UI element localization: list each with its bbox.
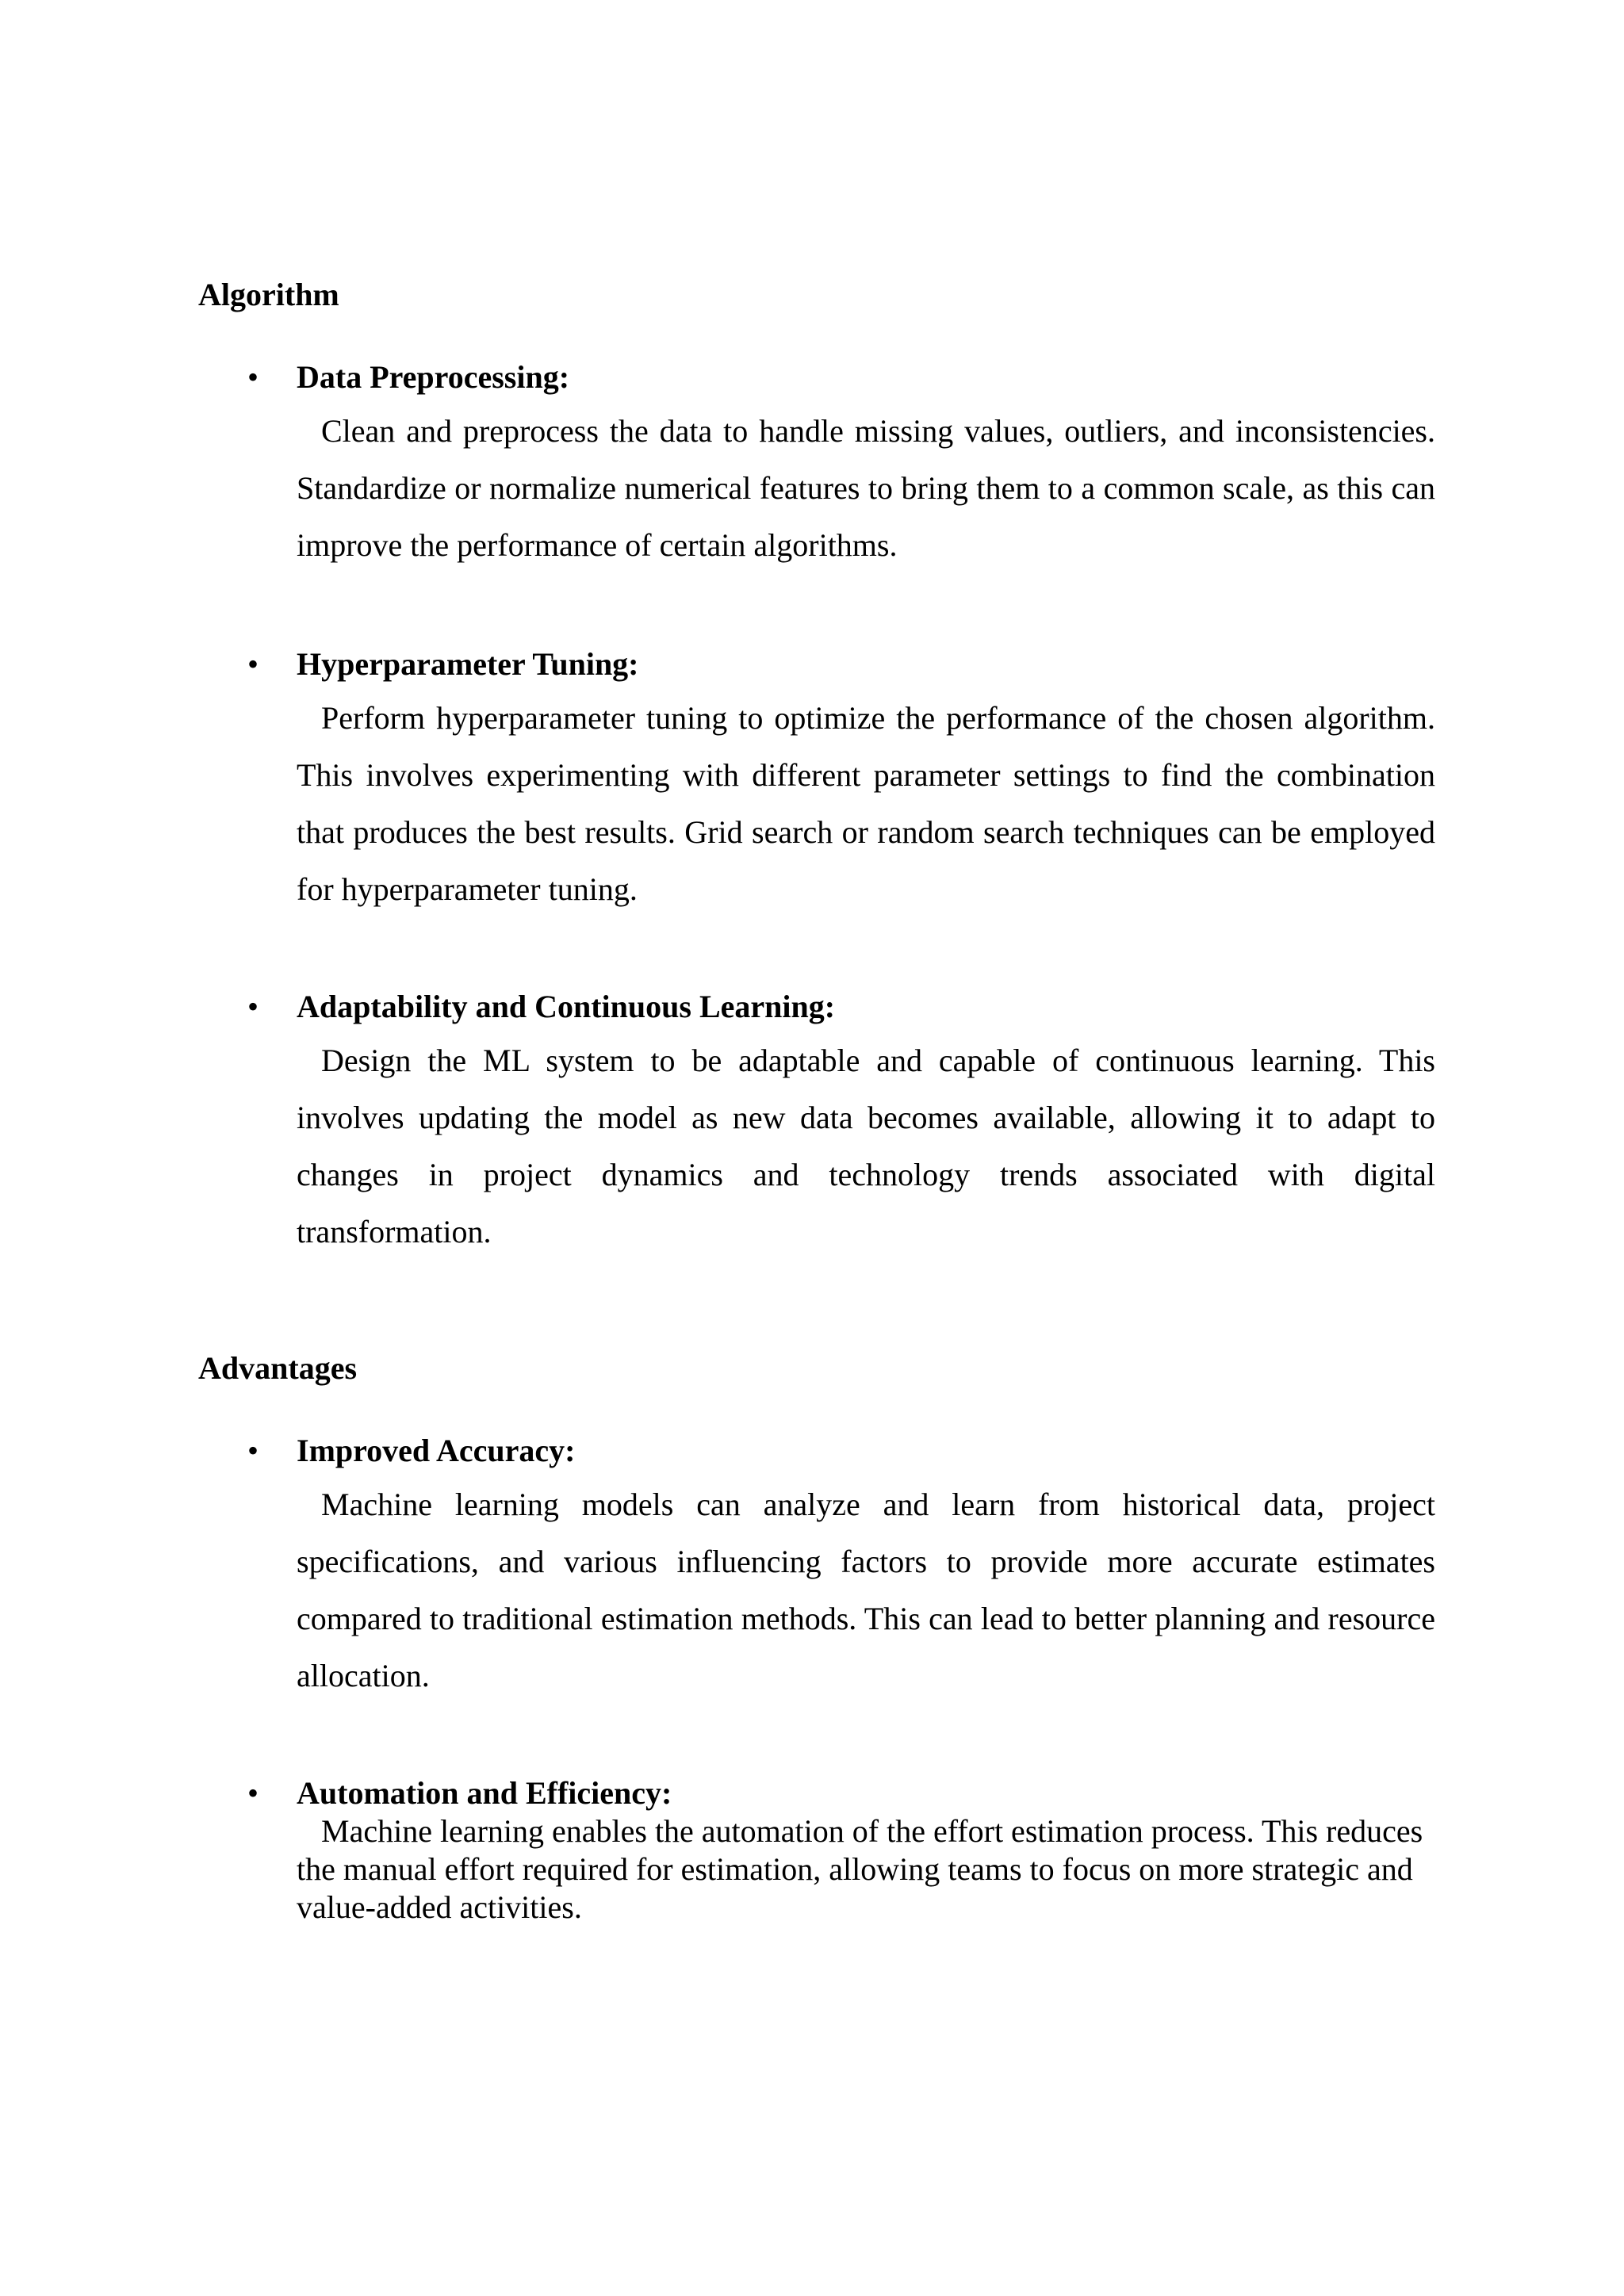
item-body: Perform hyperparameter tuning to optimize the performance of the chosen algorithm. This involves experimenting with different parameter settings to find the combination that produces the best results. Grid search or random search techniques can be employed for hyperparameter tuning. — [297, 700, 1435, 907]
item-body: Machine learning models can analyze and learn from historical data, project specifications, and various influencing factors to provide more accurate estimates compared to traditional estimation methods. This can lead to better planning and resource allocation. — [297, 1487, 1435, 1693]
item-title: Data Preprocessing: — [297, 359, 570, 395]
bullet-icon: • — [247, 1775, 259, 1811]
bullet-icon: • — [247, 359, 259, 395]
bullet-icon: • — [247, 1433, 259, 1468]
item-title: Adaptability and Continuous Learning: — [297, 989, 836, 1024]
item-body: Machine learning enables the automation of the effort estimation process. This reduces the manual effort required for estimation, allowing teams to focus on more strategic and value-added activities. — [297, 1813, 1423, 1925]
item-title: Improved Accuracy: — [297, 1433, 576, 1468]
item-body: Clean and preprocess the data to handle missing values, outliers, and inconsistencies. Standardize or normalize numerical features to bring them to a common scale, as this can improve the performance of certain algorithms. — [297, 413, 1435, 563]
item-body: Design the ML system to be adaptable and capable of continuous learning. This involves updating the model as new data becomes available, allowing it to adapt to changes in project dynamics and technology trends associated with digital transformation. — [297, 1043, 1435, 1249]
item-title: Hyperparameter Tuning: — [297, 646, 639, 682]
section-heading-advantages: Advantages — [198, 1350, 358, 1386]
bullet-icon: • — [247, 646, 259, 682]
bullet-icon: • — [247, 989, 259, 1024]
item-title: Automation and Efficiency: — [297, 1775, 672, 1811]
section-heading-algorithm: Algorithm — [198, 277, 339, 312]
